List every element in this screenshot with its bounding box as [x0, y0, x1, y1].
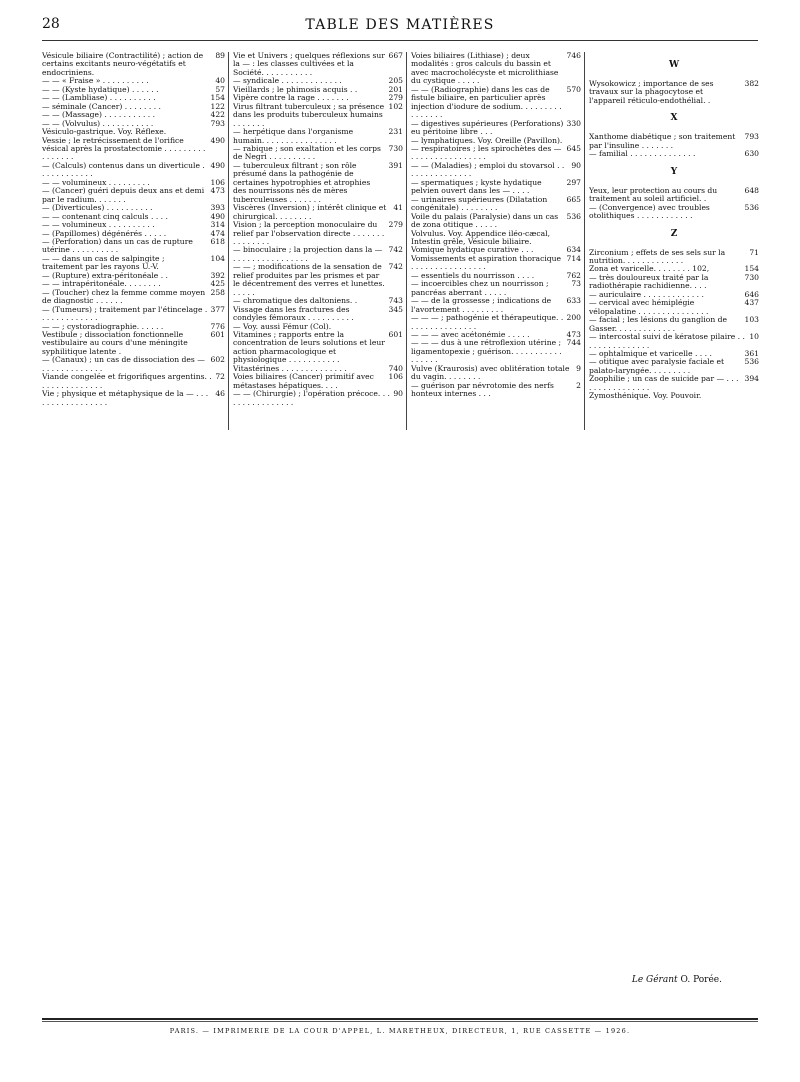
entry-text: — séminale (Cancer) . . . . . . . . — [42, 102, 161, 111]
entry-text: — facial ; les lésions du ganglion de Gasser. . . . . . . . . . . . . — [589, 316, 728, 333]
index-entry — [233, 373, 403, 390]
entry-text: Vitastérines . . . . . . . . . . . . . . — [233, 364, 347, 373]
index-entry — [233, 103, 403, 128]
section-letter: X — [670, 113, 678, 124]
entry-page-number: 201 — [388, 84, 403, 94]
entry-text: Zoophilie ; un cas de suicide par — . . . . . . . . . . . . . . . . — [589, 375, 739, 392]
index-entry — [411, 137, 581, 145]
entry-text: Voile du palais (Paralysie) dans un cas de zona otitique . . . . . — [411, 212, 559, 230]
index-entry — [589, 265, 759, 273]
index-entry — [589, 350, 759, 358]
index-entry — [589, 358, 759, 375]
entry-text: Yeux, leur protection au cours du traitement au soleil artificiel. . — [589, 186, 718, 204]
index-entry — [411, 314, 581, 331]
entry-text: — — ; cystoradiographie. . . . . . — [42, 322, 164, 331]
section-letter: Y — [670, 166, 678, 177]
entry-text: — (Convergence) avec troubles otolithiques . . . . . . . . . . . . — [589, 203, 710, 221]
index-entry — [233, 263, 403, 297]
entry-page-number: 2 — [576, 380, 581, 390]
entry-text: Vomique hydatique curative . . . — [411, 246, 534, 255]
entry-page-number: 231 — [388, 127, 403, 137]
index-entry — [42, 255, 225, 272]
entry-page-number: 490 — [210, 211, 225, 221]
index-entry — [589, 187, 759, 204]
entry-page-number: 154 — [210, 93, 225, 103]
page-title: TABLE DES MATIÈRES — [305, 17, 495, 33]
entry-text: Vision ; la perception monoculaire du relief par l'observation directe . . . . . . . . . . . . . . . — [233, 221, 385, 246]
entry-page-number: 391 — [388, 160, 403, 170]
index-entry — [42, 94, 225, 102]
entry-page-number: 473 — [210, 186, 225, 196]
index-entry — [42, 213, 225, 221]
index-entry — [42, 204, 225, 212]
entry-text: — — — avec acétonémie . . . . . — [411, 330, 530, 339]
entry-page-number: 645 — [566, 143, 581, 153]
entry-text: — chromatique des daltoniens. . — [233, 297, 358, 306]
entry-text: — (Rupture) extra-péritonéale . . — [42, 271, 168, 280]
entry-text: Vie ; physique et métaphysique de la — . . . . . . . . . . . . . . . . . — [42, 390, 209, 407]
entry-text: Vulve (Kraurosis) avec oblitération totale du vagin. . . . . . . . — [411, 364, 570, 382]
entry-page-number: 570 — [566, 84, 581, 94]
entry-page-number: 40 — [215, 76, 225, 86]
entry-text: — — volumineux . . . . . . . . . — [42, 178, 150, 187]
entry-page-number: 746 — [566, 52, 581, 60]
entry-text: Vésiculo-gastrique. Voy. Réflexe. — [42, 128, 167, 137]
entry-page-number: 634 — [566, 245, 581, 255]
entry-text: — (Cancer) guéri depuis deux ans et demi par le radium. . . . . . . — [42, 187, 205, 204]
index-entry — [589, 316, 759, 333]
entry-page-number: 154 — [744, 264, 759, 274]
index-entry — [42, 162, 225, 179]
entry-text: — rabique ; son exaltation et les corps de Negri . . . . . . . . . . — [233, 144, 381, 162]
index-entry — [233, 365, 403, 373]
entry-text: Zirconium ; effets de ses sels sur la nutrition. . . . . . . . . . . . . — [589, 248, 726, 265]
index-entry — [589, 299, 759, 316]
signature — [632, 975, 722, 985]
entry-text: Vipère contre la rage . . . . . . . — [233, 94, 349, 103]
entry-page-number: 425 — [210, 279, 225, 289]
index-entry — [411, 280, 581, 297]
index-entry — [42, 221, 225, 229]
entry-page-number: 361 — [744, 348, 759, 358]
index-entry — [589, 133, 759, 150]
entry-page-number: 314 — [210, 220, 225, 230]
index-entry — [42, 230, 225, 238]
index-entry — [42, 356, 225, 373]
entry-text: — intercostal suivi de kératose pilaire . . . . . . . . . . . . . . . — [589, 333, 745, 350]
index-entry — [233, 94, 403, 102]
entry-page-number: 602 — [210, 355, 225, 365]
index-entry — [589, 274, 759, 291]
index-entry — [411, 230, 581, 247]
entry-text: Viscères (Inversion) ; intérêt clinique et chirurgical. . . . . . . . — [233, 204, 387, 221]
entry-page-number: 205 — [388, 76, 403, 86]
entry-text: — — (Maladies) ; emploi du stovarsol . . . . . . . . . . . . . . . — [411, 161, 565, 179]
entry-page-number: 200 — [566, 313, 581, 323]
index-entry — [42, 373, 225, 390]
entry-page-number: 474 — [210, 228, 225, 238]
entry-page-number: 297 — [566, 177, 581, 187]
entry-page-number: 422 — [210, 110, 225, 120]
entry-text: Xanthome diabétique ; son traitement par l'insuline . . . . . . . — [589, 133, 736, 150]
entry-text: — très douloureux traité par la radiothérapie rachidienne. . . . — [589, 273, 709, 291]
entry-text: Vieillards ; le phimosis acquis . . — [233, 85, 358, 94]
entry-page-number: 601 — [388, 329, 403, 339]
entry-text: — spermatiques ; kyste hydatique pelvien ouvert dans les — . . . . — [411, 178, 542, 196]
entry-text: Zymosthénique. Voy. Pouvoir. — [589, 392, 702, 401]
entry-page-number: 793 — [210, 118, 225, 128]
index-entry — [42, 238, 225, 255]
index-entry — [233, 331, 403, 365]
index-entry — [233, 390, 403, 407]
entry-text: — binoculaire ; la projection dans la — . . . . . . . . . . . . . . . . — [233, 246, 383, 263]
index-entry — [42, 179, 225, 187]
entry-text: — respiratoires ; les spirochètes des — . . . . . . . . . . . . . . . . — [411, 144, 562, 162]
entry-page-number: 536 — [744, 357, 759, 367]
entry-page-number: 57 — [215, 84, 225, 94]
entry-text: — syndicale . . . . . . . . . . . . . — [233, 77, 342, 86]
entry-text: — (Diverticules) . . . . . . . . . . — [42, 204, 153, 213]
entry-page-number: 106 — [388, 372, 403, 382]
entry-page-number: 9 — [576, 363, 581, 373]
entry-text: — urinaires supérieures (Dilatation congénitale) . . . . . . . . — [411, 195, 548, 213]
entry-page-number: 106 — [210, 177, 225, 187]
index-entry — [411, 162, 581, 179]
index-entry — [42, 306, 225, 323]
entry-page-number: 618 — [210, 236, 225, 246]
entry-page-number: 46 — [215, 389, 225, 399]
entry-page-number: 89 — [215, 52, 225, 60]
entry-text: — lymphatiques. Voy. Oreille (Pavillon). — [411, 136, 563, 145]
entry-text: — (Papillomes) dégénérés . . . . . — [42, 229, 167, 238]
entry-text: — — « Fraise » . . . . . . . . . . — [42, 77, 149, 86]
entry-text: — — (Radiographie) dans les cas de fistule biliaire, en particulier après injection d'iodure de sodium. . . . . . . . . . . . . . . . — [411, 85, 562, 120]
index-entry — [42, 331, 225, 356]
entry-text: — ophtalmique et varicelle . . . . — [589, 349, 712, 358]
index-entry — [42, 272, 225, 280]
index-entry — [233, 86, 403, 94]
index-entry — [589, 375, 759, 392]
entry-page-number: 630 — [744, 149, 759, 159]
index-entry — [589, 392, 759, 400]
entry-text: Voies biliaires (Cancer) primitif avec métastases hépatiques. . . . — [233, 373, 374, 390]
entry-text: — (Calculs) contenus dans un diverticule . . . . . . . . . . . . — [42, 161, 205, 179]
entry-page-number: 473 — [566, 329, 581, 339]
entry-page-number: 10 — [749, 332, 759, 342]
entry-text: — — intrapéritonéale. . . . . . . . — [42, 280, 161, 289]
index-entry — [42, 52, 225, 77]
entry-text: — essentiels du nourrisson . . . . — [411, 271, 535, 280]
entry-text: Vissage dans les fractures des condyles fémoraux . . . . . . . . . . — [233, 305, 354, 323]
signature-name: O. Porée. — [680, 975, 722, 985]
index-entry — [42, 289, 225, 306]
section-letter: Z — [670, 228, 678, 239]
entry-page-number: 279 — [388, 93, 403, 103]
index-entry — [411, 297, 581, 314]
entry-text: Volvulus. Voy. Appendice iléo-cæcal, Intestin grêle, Vésicule biliaire. — [411, 229, 551, 246]
index-column-2 — [228, 52, 406, 430]
entry-page-number: 743 — [388, 296, 403, 306]
entry-text: Vomissements et aspiration thoracique . . . . . . . . . . . . . . . . — [411, 254, 562, 272]
entry-page-number: 71 — [749, 247, 759, 257]
index-entry — [233, 77, 403, 85]
entry-text: — — volumineux . . . . . . . . . . — [42, 221, 155, 230]
index-entry — [411, 339, 581, 364]
entry-page-number: 90 — [393, 389, 403, 399]
entry-page-number: 377 — [210, 304, 225, 314]
index-entry — [411, 382, 581, 399]
entry-text: Vessie ; le retrécissement de l'orifice vésical après la prostatectomie . . . . . . . . . . . . . . . . — [42, 136, 206, 162]
index-entry — [42, 137, 225, 162]
index-entry — [42, 103, 225, 111]
index-entry — [42, 390, 225, 407]
entry-text: — — (Kyste hydatique) . . . . . . — [42, 85, 159, 94]
index-entry — [411, 331, 581, 339]
entry-text: — familial . . . . . . . . . . . . . . — [589, 150, 696, 159]
footer-rule-thin — [42, 1021, 758, 1022]
entry-page-number: 744 — [566, 338, 581, 348]
index-columns — [42, 52, 762, 430]
entry-page-number: 103 — [744, 315, 759, 325]
entry-page-number: 536 — [566, 211, 581, 221]
index-entry — [233, 204, 403, 221]
entry-text: — (Canaux) ; un cas de dissociation des — . . . . . . . . . . . . . — [42, 356, 205, 373]
index-entry — [233, 246, 403, 263]
index-entry — [42, 323, 225, 331]
entry-text: — — contenant cinq calculs . . . . — [42, 212, 168, 221]
footer-rule — [42, 1018, 758, 1020]
printer-imprint: PARIS. — IMPRIMERIE DE LA COUR D'APPEL, L. MARETHEUX, DIRECTEUR, 1, RUE CASSETTE — 1926. — [169, 1027, 631, 1035]
index-entry — [42, 187, 225, 204]
entry-page-number: 393 — [210, 203, 225, 213]
entry-text: Voies biliaires (Lithiase) ; deux modalités : gros calculs du bassin et avec macrocholécyste et microlithiase du cystique . . . . . — [411, 52, 559, 86]
entry-page-number: 601 — [210, 329, 225, 339]
entry-page-number: 394 — [744, 374, 759, 384]
entry-text: Virus filtrant tuberculeux ; sa présence dans les produits tuberculeux humains . . . . . . . — [233, 102, 385, 128]
index-entry — [42, 86, 225, 94]
entry-page-number: 714 — [566, 253, 581, 263]
section-letter: W — [668, 60, 680, 70]
entry-text: Zona et varicelle. . . . . . . . 102, — [589, 265, 710, 274]
entry-text: Vésicule biliaire (Contractilité) ; action de certains excitants neuro-végétatifs et endocriniens. — [42, 52, 204, 77]
entry-text: — digestives supérieures (Perforations) eu péritoine libre . . . — [411, 119, 564, 137]
entry-page-number: 73 — [571, 279, 581, 289]
entry-text: — — de la grossesse ; indications de l'avortement . . . . . . . . . — [411, 297, 552, 314]
index-entry — [411, 86, 581, 120]
entry-page-number: 72 — [215, 372, 225, 382]
index-entry — [233, 52, 403, 77]
entry-text: — — — dus à une rétroflexion utérine ; ligamentopexie ; guérison. . . . . . . . . . . . . . . . . — [411, 339, 562, 365]
entry-page-number: 762 — [566, 270, 581, 280]
index-entry — [411, 120, 581, 137]
index-entry — [589, 333, 759, 350]
signature-label: Le Gérant — [631, 975, 678, 985]
index-entry — [233, 323, 403, 331]
index-entry — [589, 249, 759, 266]
entry-text: — — (Volvulus) . . . . . . . . . . . — [42, 119, 154, 128]
index-column-3 — [406, 52, 584, 430]
entry-text: — — ; modifications de la sensation de relief produites par les prismes et par le décentrement des verres et lunettes. . . . . . — [233, 263, 385, 297]
entry-page-number: 392 — [210, 270, 225, 280]
index-entry — [411, 272, 581, 280]
entry-text: — (Toucher) chez la femme comme moyen de diagnostic . . . . . . — [42, 288, 206, 306]
entry-text: — (Tumeurs) ; traitement par l'étincelage . . . . . . . . . . . . . — [42, 305, 208, 323]
entry-page-number: 490 — [210, 135, 225, 145]
entry-page-number: 258 — [210, 287, 225, 297]
entry-page-number: 730 — [744, 272, 759, 282]
index-entry — [411, 255, 581, 272]
entry-text: Viande congelée et frigorifiques argentins. . . . . . . . . . . . . . . — [42, 373, 212, 390]
entry-text: Vie et Univers ; quelques réflexions sur la — : les classes cultivées et la Société. . . . . . . . . . . — [233, 52, 385, 77]
entry-page-number: 437 — [744, 298, 759, 308]
entry-text: Wysokowicz ; importance de ses travaux sur la phagocytose et l'appareil réticulo-endothélial. . — [589, 80, 714, 105]
entry-text: — — (Chirurgie) ; l'opération précoce. . . . . . . . . . . . . . . . — [233, 390, 390, 407]
index-entry — [411, 246, 581, 254]
index-entry — [411, 52, 581, 86]
entry-text: — guérison par névrotomie des nerfs honteux internes . . . — [411, 381, 554, 399]
entry-page-number: 633 — [566, 296, 581, 306]
entry-page-number: 104 — [210, 253, 225, 263]
index-column-1 — [42, 52, 228, 430]
entry-page-number: 90 — [571, 160, 581, 170]
index-entry — [411, 179, 581, 196]
entry-text: — — — ; pathogénie et thérapeutique. . . . . . . . . . . . . . . . — [411, 314, 564, 331]
index-entry — [411, 145, 581, 162]
index-entry — [411, 213, 581, 230]
index-entry — [233, 145, 403, 162]
entry-page-number: 742 — [388, 245, 403, 255]
entry-page-number: 382 — [744, 79, 759, 88]
index-entry — [233, 297, 403, 305]
entry-text: — — dans un cas de salpingite ; traitement par les rayons U.-V. — [42, 254, 165, 272]
index-entry — [233, 306, 403, 323]
index-entry — [411, 196, 581, 213]
entry-page-number: 667 — [388, 52, 403, 60]
index-entry — [42, 77, 225, 85]
index-entry — [42, 111, 225, 119]
index-entry — [589, 291, 759, 299]
entry-text: — — (Lambliase) . . . . . . . . . . — [42, 94, 156, 103]
entry-text: — cervical avec hémiplégie vélopalatine . . . . . . . . . . . . . . . — [589, 299, 709, 316]
index-entry — [233, 162, 403, 204]
entry-text: — (Perforation) dans un cas de rupture utérine . . . . . . . . . . — [42, 237, 193, 255]
index-entry — [233, 128, 403, 145]
entry-page-number: 279 — [388, 220, 403, 230]
entry-text: Vestibule ; dissociation fonctionnelle vestibulaire au cours d'une méningite syphilitique latente . — [42, 330, 188, 356]
entry-page-number: 648 — [744, 185, 759, 195]
entry-page-number: 776 — [210, 321, 225, 331]
entry-text: — otitique avec paralysie faciale et palato-laryngée. . . . . . . . . — [589, 358, 725, 375]
entry-page-number: 793 — [744, 132, 759, 142]
index-entry — [589, 150, 759, 158]
entry-page-number: 122 — [210, 101, 225, 111]
index-column-4 — [584, 52, 762, 430]
entry-page-number: 345 — [388, 304, 403, 314]
index-entry — [42, 120, 225, 128]
entry-page-number: 490 — [210, 160, 225, 170]
index-entry — [589, 204, 759, 221]
entry-page-number: 742 — [388, 262, 403, 272]
index-entry — [42, 128, 225, 136]
entry-page-number: 646 — [744, 289, 759, 299]
entry-page-number: 730 — [388, 143, 403, 153]
entry-text: — incoercibles chez un nourrisson ; pancréas aberrant . . . . . — [411, 280, 549, 297]
entry-page-number: 536 — [744, 202, 759, 212]
entry-page-number: 740 — [388, 363, 403, 373]
entry-page-number: 102 — [388, 101, 403, 111]
entry-page-number: 41 — [393, 203, 403, 213]
header-rule — [42, 40, 758, 41]
entry-text: — herpétique dans l'organisme humain. . . . . . . . . . . . . . . . — [233, 128, 354, 145]
entry-text: — auriculaire . . . . . . . . . . . . . — [589, 290, 704, 299]
entry-page-number: 665 — [566, 194, 581, 204]
entry-text: — Voy. aussi Fémur (Col). — [233, 322, 332, 331]
index-entry — [42, 280, 225, 288]
index-entry — [233, 221, 403, 246]
entry-text: — tuberculeux filtrant ; son rôle présumé dans la pathogénie de certaines hypotrophies et atrophies des nourrissons nés de mères tuberculeuses . . . . . . . — [233, 161, 371, 204]
entry-text: Vitamines ; rapports entre la concentration de leurs solutions et leur action pharmacologique et physiologique . . . . . . . . . . . — [233, 330, 385, 365]
index-entry — [589, 80, 759, 105]
entry-page-number: 330 — [566, 118, 581, 128]
index-entry — [411, 365, 581, 382]
page-number: 28 — [42, 16, 60, 32]
entry-text: — — (Massage) . . . . . . . . . . . — [42, 111, 156, 120]
